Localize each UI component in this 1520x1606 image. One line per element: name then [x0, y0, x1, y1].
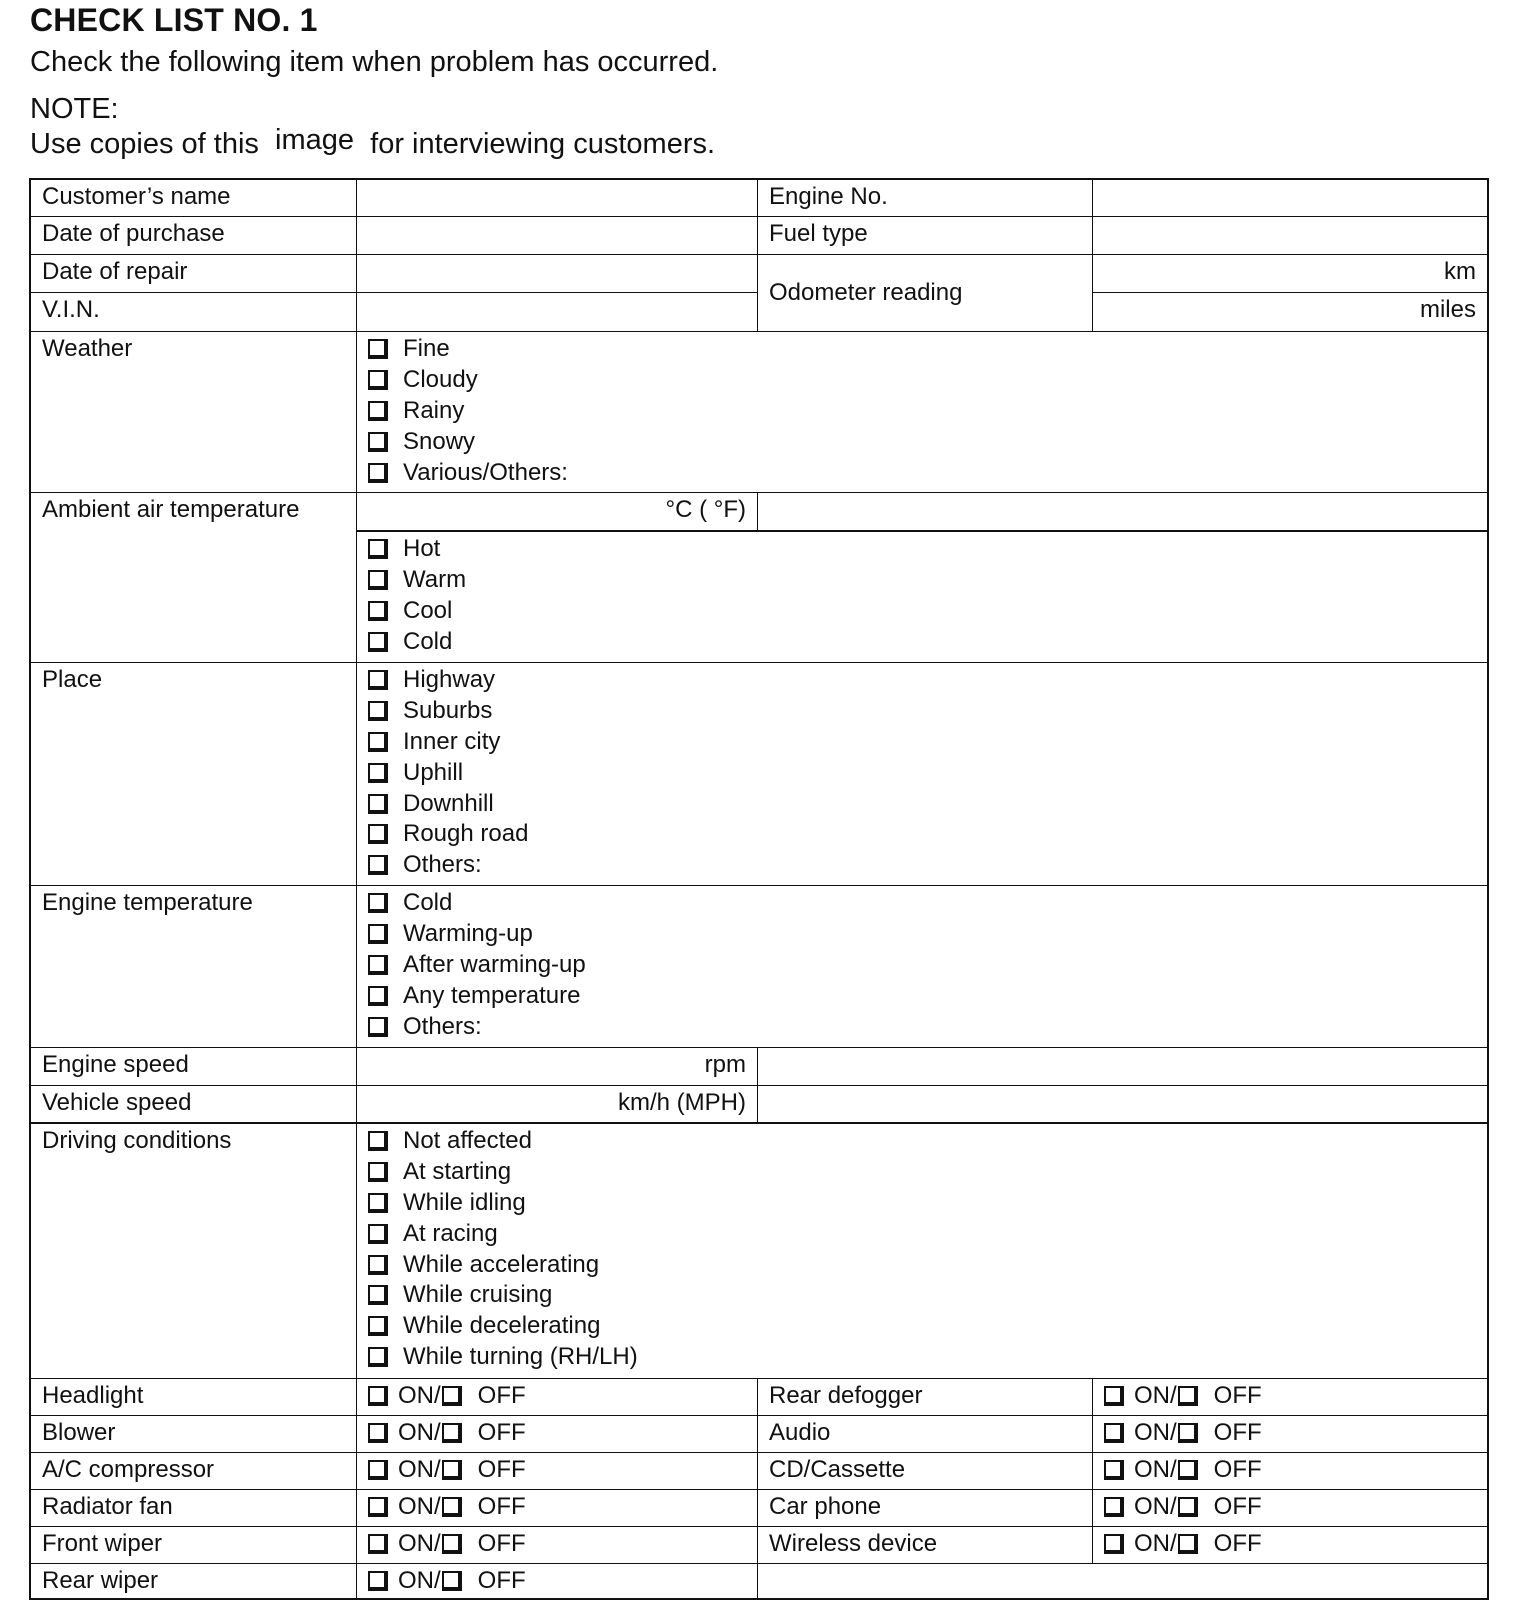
ambient-temperature-value-field[interactable] [357, 493, 758, 532]
ambient-air-temperature-label: Ambient air temperature [31, 493, 357, 663]
checkbox[interactable] [368, 370, 388, 390]
device-label: Headlight [31, 1379, 357, 1416]
checklist-form [29, 178, 1489, 1600]
off-checkbox[interactable] [442, 1423, 462, 1443]
engine-temperature-option[interactable] [368, 919, 1476, 950]
device-label: Wireless device [758, 1527, 1093, 1564]
date-of-repair-label: Date of repair [31, 255, 357, 293]
date-of-repair-field[interactable] [357, 255, 758, 293]
checkbox[interactable] [368, 1224, 388, 1244]
off-checkbox[interactable] [1178, 1534, 1198, 1554]
place-option[interactable] [368, 727, 1476, 758]
odometer-km-unit: km [1444, 258, 1476, 285]
engine-temperature-option[interactable] [368, 950, 1476, 981]
checkbox[interactable] [368, 986, 388, 1006]
weather-option[interactable] [368, 457, 1476, 488]
odometer-miles-field[interactable] [1093, 293, 1487, 332]
on-label: ON/ [1134, 1419, 1177, 1446]
place-option[interactable] [368, 665, 1476, 696]
ambient-temperature-blank [758, 493, 1487, 532]
off-label: OFF [1213, 1530, 1262, 1557]
checkbox[interactable] [368, 763, 388, 783]
place-option[interactable] [368, 819, 1476, 850]
option-label: While idling [403, 1188, 526, 1216]
on-label: ON/ [1134, 1456, 1177, 1483]
note-prefix: Use copies of this [30, 128, 259, 160]
on-label: ON/ [398, 1456, 441, 1483]
option-label: Rough road [403, 820, 529, 848]
off-checkbox[interactable] [442, 1571, 462, 1591]
option-label: Any temperature [403, 981, 581, 1009]
device-label: A/C compressor [31, 1453, 357, 1490]
checkbox[interactable] [368, 401, 388, 421]
option-label: Inner city [403, 727, 501, 755]
on-label: ON/ [398, 1493, 441, 1520]
off-checkbox[interactable] [442, 1497, 462, 1517]
off-label: OFF [1213, 1382, 1262, 1409]
driving-condition-option[interactable] [368, 1157, 1476, 1188]
checkbox[interactable] [368, 1162, 388, 1182]
option-label: Cloudy [403, 366, 478, 394]
option-label: Downhill [403, 789, 494, 817]
on-checkbox[interactable] [1104, 1423, 1124, 1443]
checkbox[interactable] [368, 1193, 388, 1213]
odometer-reading-text: Odometer reading [769, 279, 963, 306]
device-switch [357, 1379, 758, 1416]
option-label: Others: [403, 1012, 482, 1040]
off-label: OFF [477, 1456, 526, 1483]
weather-option[interactable] [368, 426, 1476, 457]
ambient-option[interactable] [368, 626, 1476, 657]
driving-condition-option[interactable] [368, 1218, 1476, 1249]
on-label: ON/ [398, 1567, 441, 1594]
place-label: Place [31, 663, 357, 886]
note-suffix: for interviewing customers. [370, 128, 716, 160]
page-title: CHECK LIST NO. 1 [30, 2, 318, 38]
option-label: Suburbs [403, 697, 493, 725]
checkbox[interactable] [368, 1017, 388, 1037]
vehicle-speed-field[interactable] [357, 1086, 758, 1124]
engine-no-label: Engine No. [758, 180, 1093, 217]
odometer-reading-label [758, 255, 1093, 332]
on-checkbox[interactable] [368, 1460, 388, 1480]
engine-temperature-label: Engine temperature [31, 886, 357, 1048]
vin-label: V.I.N. [31, 293, 357, 332]
device-switch [357, 1490, 758, 1527]
option-label: Warming-up [403, 920, 533, 948]
customer-name-field[interactable] [357, 180, 758, 217]
checkbox[interactable] [368, 955, 388, 975]
on-label: ON/ [398, 1382, 441, 1409]
option-label: While accelerating [403, 1250, 600, 1278]
checkbox[interactable] [368, 1285, 388, 1305]
ambient-options [357, 532, 1487, 663]
option-label: Fine [403, 335, 450, 363]
checkbox[interactable] [368, 1347, 388, 1367]
checkbox[interactable] [368, 1255, 388, 1275]
engine-temperature-options [357, 886, 1487, 1048]
checkbox[interactable] [368, 339, 388, 359]
option-label: At starting [403, 1158, 512, 1186]
engine-temperature-option[interactable] [368, 980, 1476, 1011]
checkbox[interactable] [368, 632, 388, 652]
checkbox[interactable] [368, 601, 388, 621]
weather-option[interactable] [368, 396, 1476, 427]
on-label: ON/ [398, 1419, 441, 1446]
on-checkbox[interactable] [368, 1386, 388, 1406]
customer-name-label: Customer’s name [31, 180, 357, 217]
on-checkbox[interactable] [1104, 1534, 1124, 1554]
weather-options [357, 332, 1487, 493]
option-label: Cold [403, 627, 453, 655]
odometer-km-field[interactable] [1093, 255, 1487, 293]
driving-condition-option[interactable] [368, 1280, 1476, 1311]
device-switch [1093, 1490, 1487, 1527]
off-label: OFF [1213, 1493, 1262, 1520]
on-label: ON/ [398, 1530, 441, 1557]
place-option[interactable] [368, 757, 1476, 788]
device-label: Blower [31, 1416, 357, 1453]
option-label: Cold [403, 889, 453, 917]
device-label: Radiator fan [31, 1490, 357, 1527]
device-label: Rear wiper [31, 1564, 357, 1598]
on-checkbox[interactable] [368, 1534, 388, 1554]
instruction-text: Check the following item when problem has occurred. [30, 46, 719, 78]
device-switch [1093, 1416, 1487, 1453]
option-label: Others: [403, 851, 482, 879]
option-label: Uphill [403, 758, 464, 786]
checkbox[interactable] [368, 570, 388, 590]
place-options [357, 663, 1487, 886]
vin-field[interactable] [357, 293, 758, 332]
off-checkbox[interactable] [1178, 1497, 1198, 1517]
driving-conditions-options [357, 1124, 1487, 1379]
place-option[interactable] [368, 850, 1476, 881]
device-switch [357, 1527, 758, 1564]
checkbox[interactable] [368, 893, 388, 913]
ambient-option[interactable] [368, 596, 1476, 627]
checkbox[interactable] [368, 432, 388, 452]
on-checkbox[interactable] [368, 1497, 388, 1517]
option-label: Not affected [403, 1127, 532, 1155]
option-label: While turning (RH/LH) [403, 1342, 638, 1370]
date-of-purchase-field[interactable] [357, 217, 758, 255]
fuel-type-field[interactable] [1093, 217, 1487, 255]
note-word: image [275, 124, 355, 156]
on-label: ON/ [1134, 1382, 1177, 1409]
option-label: At racing [403, 1219, 498, 1247]
fuel-type-label: Fuel type [758, 217, 1093, 255]
checkbox[interactable] [368, 701, 388, 721]
place-option[interactable] [368, 788, 1476, 819]
vehicle-speed-blank [758, 1086, 1487, 1124]
driving-condition-option[interactable] [368, 1249, 1476, 1280]
off-checkbox[interactable] [1178, 1386, 1198, 1406]
on-label: ON/ [1134, 1530, 1177, 1557]
weather-label: Weather [31, 332, 357, 493]
checkbox[interactable] [368, 794, 388, 814]
ambient-option[interactable] [368, 534, 1476, 565]
option-label: Various/Others: [403, 458, 568, 486]
device-switch [1093, 1453, 1487, 1490]
device-label: Front wiper [31, 1527, 357, 1564]
off-label: OFF [477, 1419, 526, 1446]
on-label: ON/ [1134, 1493, 1177, 1520]
device-label: Audio [758, 1416, 1093, 1453]
checkbox[interactable] [368, 1316, 388, 1336]
weather-option[interactable] [368, 365, 1476, 396]
off-label: OFF [1213, 1419, 1262, 1446]
ambient-option[interactable] [368, 565, 1476, 596]
off-checkbox[interactable] [1178, 1423, 1198, 1443]
option-label: Highway [403, 666, 496, 694]
engine-no-field[interactable] [1093, 180, 1487, 217]
engine-speed-label: Engine speed [31, 1048, 357, 1086]
note-label: NOTE: [30, 93, 119, 125]
engine-temperature-option[interactable] [368, 1011, 1476, 1042]
checkbox[interactable] [368, 670, 388, 690]
off-label: OFF [1213, 1456, 1262, 1483]
off-label: OFF [477, 1530, 526, 1557]
device-switch [357, 1453, 758, 1490]
checkbox[interactable] [368, 855, 388, 875]
checkbox[interactable] [368, 1131, 388, 1151]
driving-condition-option[interactable] [368, 1342, 1476, 1373]
device-switch [357, 1416, 758, 1453]
checkbox[interactable] [368, 539, 388, 559]
odometer-miles-unit: miles [1419, 296, 1476, 323]
place-option[interactable] [368, 696, 1476, 727]
option-label: While cruising [403, 1281, 553, 1309]
option-label: After warming-up [403, 950, 586, 978]
weather-option[interactable] [368, 334, 1476, 365]
device-label: Rear defogger [758, 1379, 1093, 1416]
on-checkbox[interactable] [368, 1423, 388, 1443]
device-label: Car phone [758, 1490, 1093, 1527]
off-checkbox[interactable] [442, 1460, 462, 1480]
engine-temperature-option[interactable] [368, 888, 1476, 919]
on-checkbox[interactable] [368, 1571, 388, 1591]
vehicle-speed-unit: km/h (MPH) [618, 1089, 746, 1116]
device-switch [1093, 1527, 1487, 1564]
driving-condition-option[interactable] [368, 1126, 1476, 1157]
device-label: CD/Cassette [758, 1453, 1093, 1490]
note-text [30, 124, 716, 161]
engine-speed-unit: rpm [704, 1051, 746, 1078]
checkbox[interactable] [368, 463, 388, 483]
driving-condition-option[interactable] [368, 1311, 1476, 1342]
on-checkbox[interactable] [1104, 1497, 1124, 1517]
date-of-purchase-label: Date of purchase [31, 217, 357, 255]
off-label: OFF [477, 1382, 526, 1409]
checkbox[interactable] [368, 924, 388, 944]
off-checkbox[interactable] [1178, 1460, 1198, 1480]
option-label: Hot [403, 535, 441, 563]
temperature-unit: °C ( °F) [665, 496, 746, 523]
off-checkbox[interactable] [442, 1534, 462, 1554]
engine-speed-field[interactable] [357, 1048, 758, 1086]
on-checkbox[interactable] [1104, 1386, 1124, 1406]
off-checkbox[interactable] [442, 1386, 462, 1406]
vehicle-speed-label: Vehicle speed [31, 1086, 357, 1124]
checkbox[interactable] [368, 824, 388, 844]
driving-condition-option[interactable] [368, 1188, 1476, 1219]
checkbox[interactable] [368, 732, 388, 752]
device-switch [357, 1564, 758, 1598]
option-label: Snowy [403, 427, 476, 455]
option-label: While decelerating [403, 1312, 601, 1340]
off-label: OFF [477, 1493, 526, 1520]
device-blank [758, 1564, 1487, 1598]
engine-speed-blank [758, 1048, 1487, 1086]
driving-conditions-label: Driving conditions [31, 1124, 357, 1379]
option-label: Warm [403, 566, 467, 594]
device-switch [1093, 1379, 1487, 1416]
option-label: Cool [403, 596, 453, 624]
off-label: OFF [477, 1567, 526, 1594]
option-label: Rainy [403, 396, 465, 424]
on-checkbox[interactable] [1104, 1460, 1124, 1480]
